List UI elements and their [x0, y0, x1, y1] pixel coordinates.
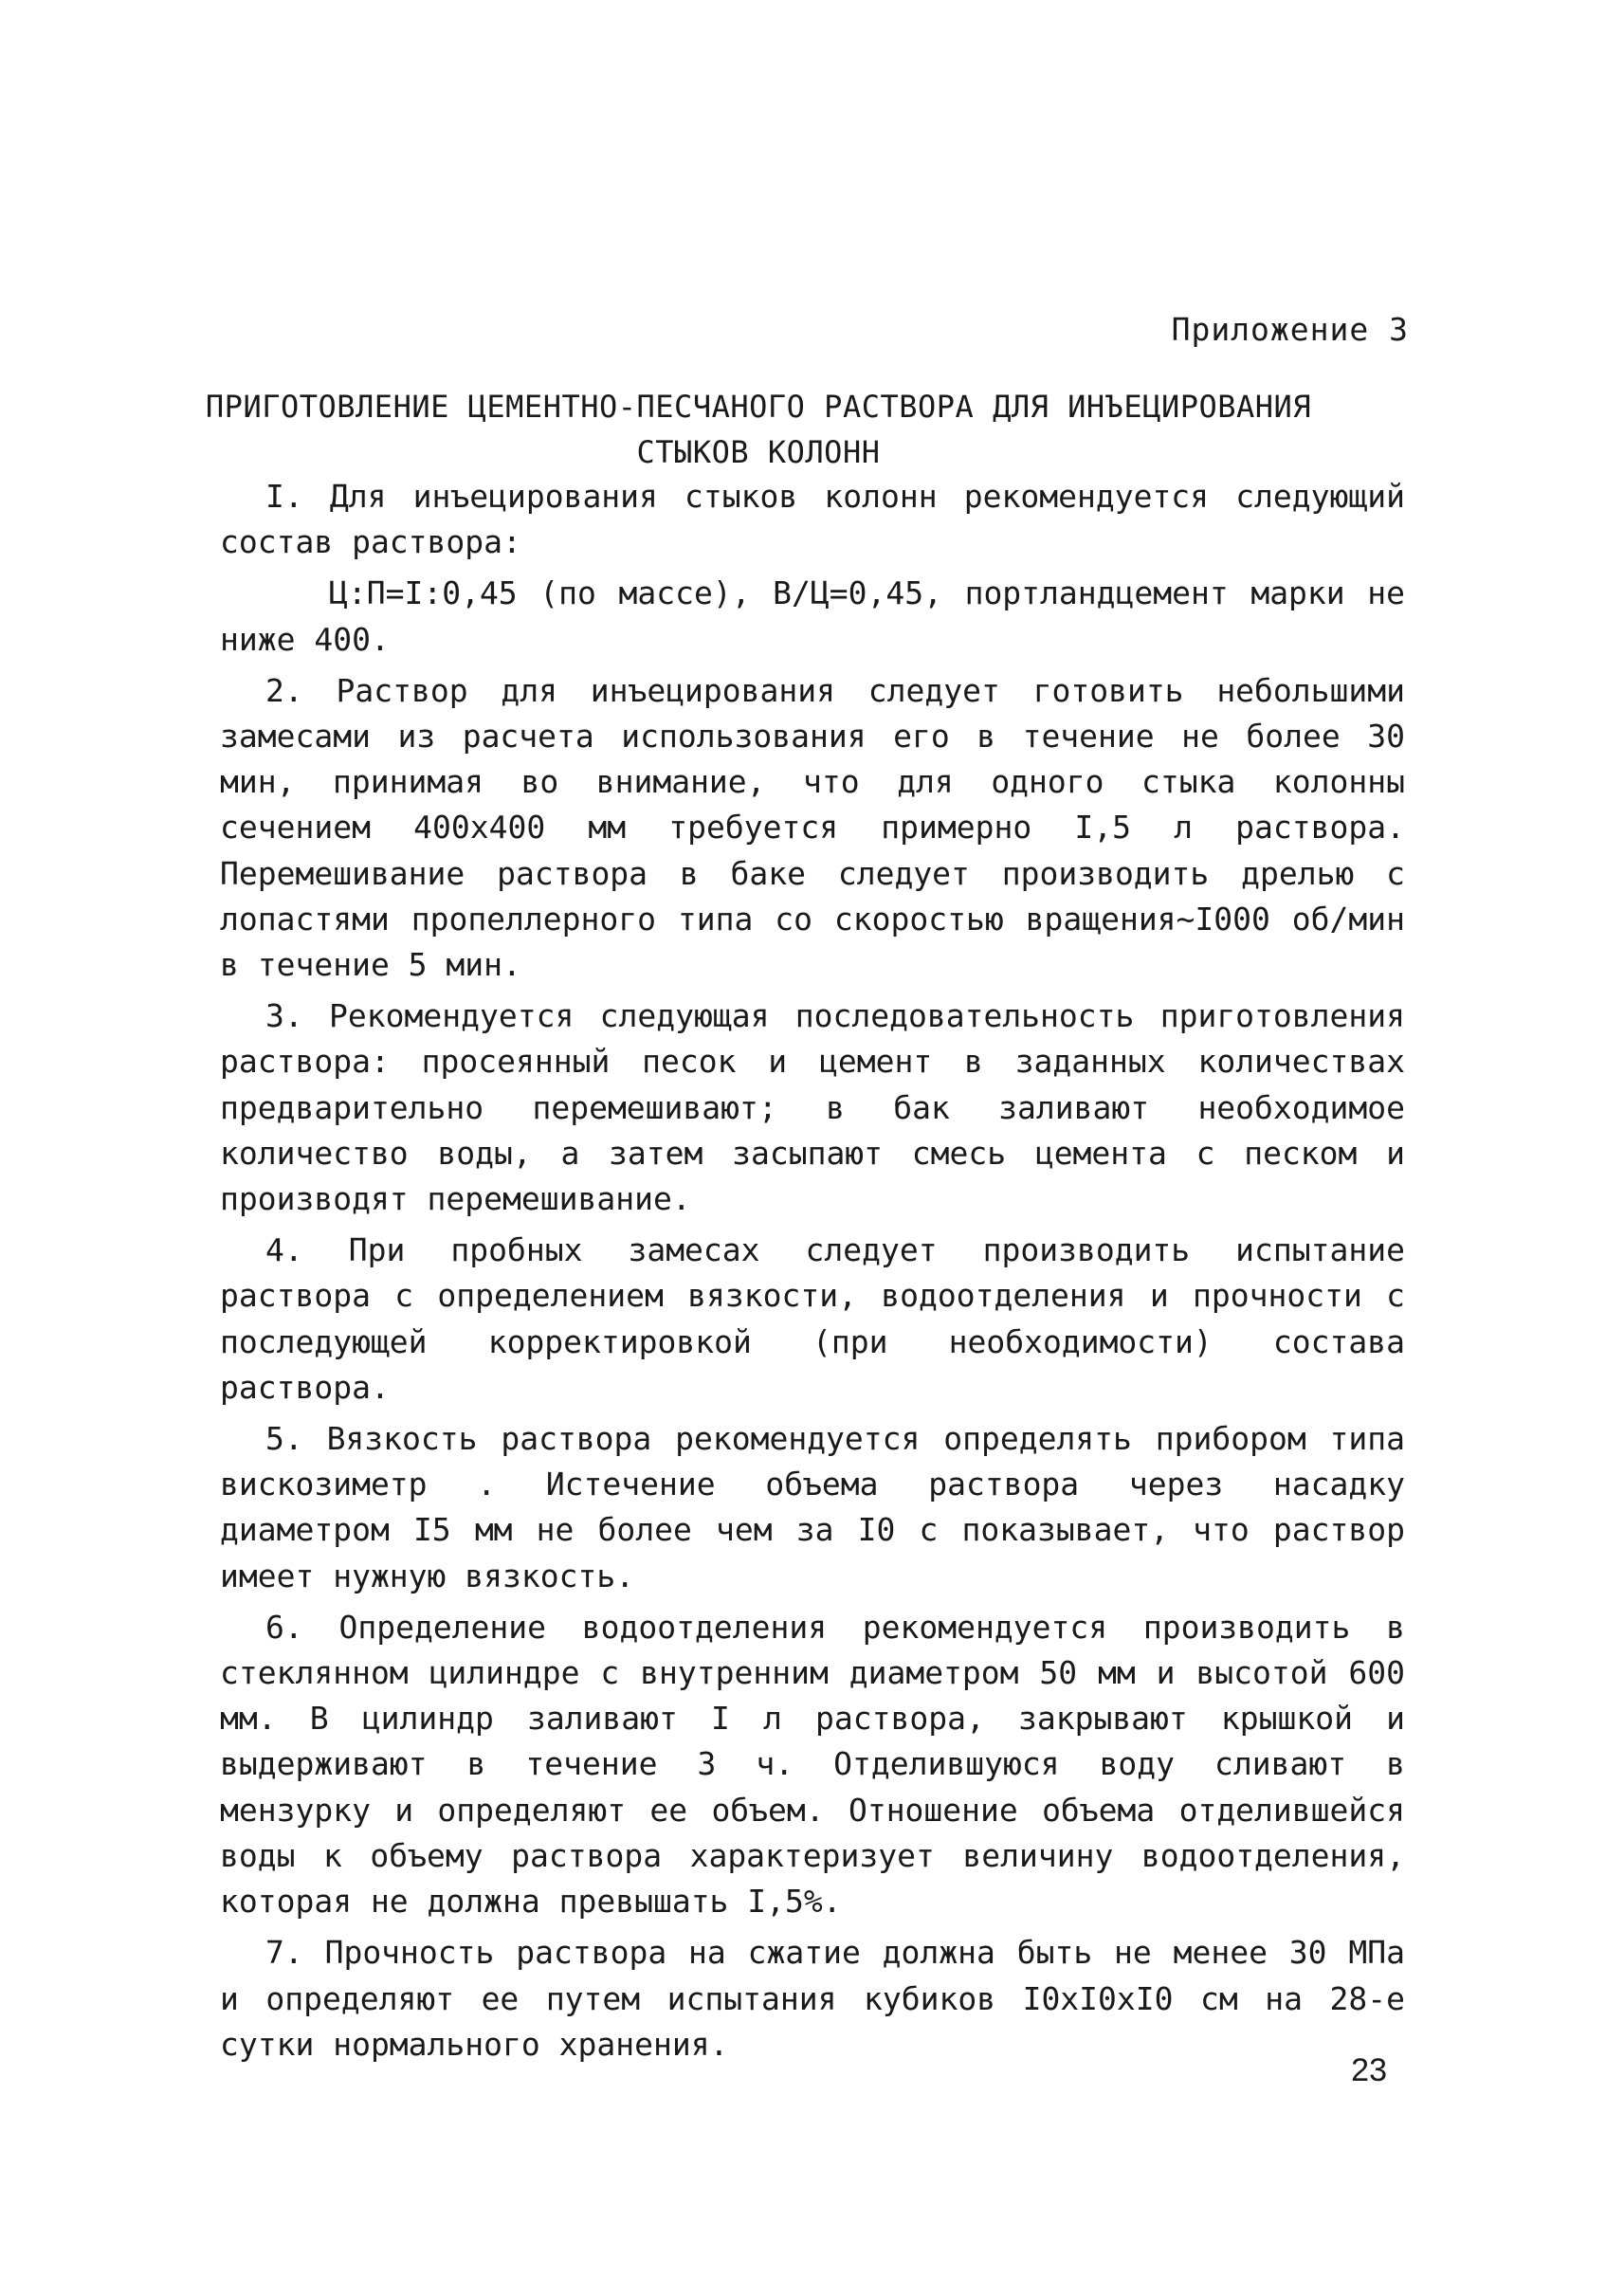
- appendix-label: Приложение 3: [1171, 311, 1409, 348]
- page-number: 23: [1351, 2052, 1387, 2088]
- title-line-2: СТЫКОВ КОЛОНН: [636, 434, 881, 470]
- paragraph-1: I. Для инъецирования стыков колонн рекомендуется следующий состав раствора:: [220, 478, 1405, 561]
- paragraph-5: 5. Вязкость раствора рекомендуется определять прибором типа вискозиметр . Истечение объема раствора через насадку диаметром I5 мм не более чем за I0 с показывает, что раствор имеет нужную вязкость.: [220, 1420, 1405, 1594]
- document-title: [190, 384, 1327, 475]
- paragraph-7: 7. Прочность раствора на сжатие должна быть не менее 30 МПа и определяют ее путем испытания кубиков I0хI0хI0 см на 28-е сутки нормального хранения.: [220, 1934, 1405, 2063]
- paragraph-6: 6. Определение водоотделения рекомендуется производить в стеклянном цилиндре с внутренним диаметром 50 мм и высотой 600 мм. В цилиндр заливают I л раствора, закрывают крышкой и выдерживают в течение 3 ч. Отделившуюся воду сливают в мензурку и определяют ее объем. Отношение объема отделившейся воды к объему раствора характеризует величину водоотделения, которая не должна превышать I,5%.: [220, 1608, 1405, 1921]
- title-line-1: ПРИГОТОВЛЕНИЕ ЦЕМЕНТНО-ПЕСЧАНОГО РАСТВОРА ДЛЯ ИНЪЕЦИРОВАНИЯ: [205, 389, 1312, 425]
- paragraph-2: 2. Раствор для инъецирования следует готовить небольшими замесами из расчета использования его в течение не более 30 мин, принимая во внимание, что для одного стыка колонны сечением 400х400 мм требуется примерно I,5 л раствора. Перемешивание раствора в баке следует производить дрелью с лопастями пропеллерного типа со скоростью вращения~I000 об/мин в течение 5 мин.: [220, 671, 1405, 984]
- paragraph-3: 3. Рекомендуется следующая последовательность приготовления раствора: просеянный песок и цемент в заданных количествах предварительно перемешивают; в бак заливают необходимое количество воды, а затем засыпают смесь цемента с песком и производят перемешивание.: [220, 997, 1405, 1218]
- paragraph-1-formula: Ц:П=I:0,45 (по массе), В/Ц=0,45, портландцемент марки не ниже 400.: [220, 574, 1405, 658]
- paragraph-4: 4. При пробных замесах следует производить испытание раствора с определением вязкости, водоотделения и прочности с последующей корректировкой (при необходимости) состава раствора.: [220, 1231, 1405, 1406]
- document-body: [220, 474, 1405, 2073]
